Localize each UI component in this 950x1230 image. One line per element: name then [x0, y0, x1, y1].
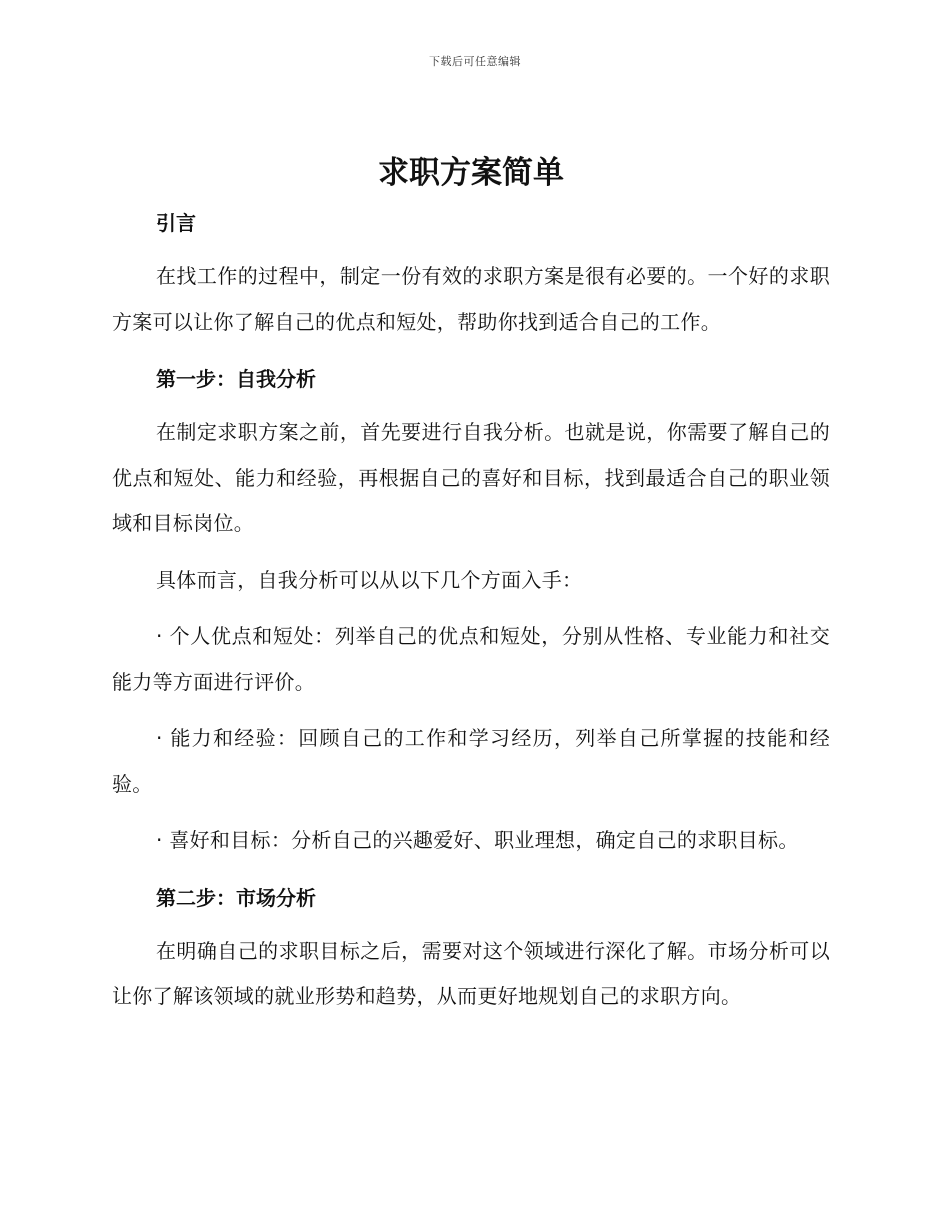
step1-paragraph-1: 在制定求职方案之前，首先要进行自我分析。也就是说，你需要了解自己的优点和短处、能力和经验，再根据自己的喜好和目标，找到最适合自己的职业领域和目标岗位。 [112, 420, 830, 535]
step1-paragraph-2: 具体而言，自我分析可以从以下几个方面入手： [156, 567, 583, 592]
document-body [112, 148, 830, 1031]
step1-heading: 第一步：自我分析 [156, 367, 316, 391]
bullet-item-strengths: · 个人优点和短处：列举自己的优点和短处，分别从性格、专业能力和社交能力等方面进行评价。 [112, 624, 830, 694]
document-title: 求职方案简单 [378, 155, 564, 191]
bullet-item-goals: · 喜好和目标：分析自己的兴趣爱好、职业理想，确定自己的求职目标。 [156, 828, 799, 852]
header-note: 下载后可任意编辑 [429, 55, 521, 68]
intro-paragraph: 在找工作的过程中，制定一份有效的求职方案是很有必要的。一个好的求职方案可以让你了解自己的优点和短处，帮助你找到适合自己的工作。 [112, 264, 830, 334]
step2-heading: 第二步：市场分析 [156, 885, 316, 910]
bullet-item-abilities: · 能力和经验：回顾自己的工作和学习经历，列举自己所掌握的技能和经验。 [112, 726, 830, 796]
step2-paragraph-1: 在明确自己的求职目标之后，需要对这个领域进行深化了解。市场分析可以让你了解该领域的就业形势和趋势，从而更好地规划自己的求职方向。 [112, 938, 830, 1008]
intro-heading: 引言 [156, 211, 196, 235]
